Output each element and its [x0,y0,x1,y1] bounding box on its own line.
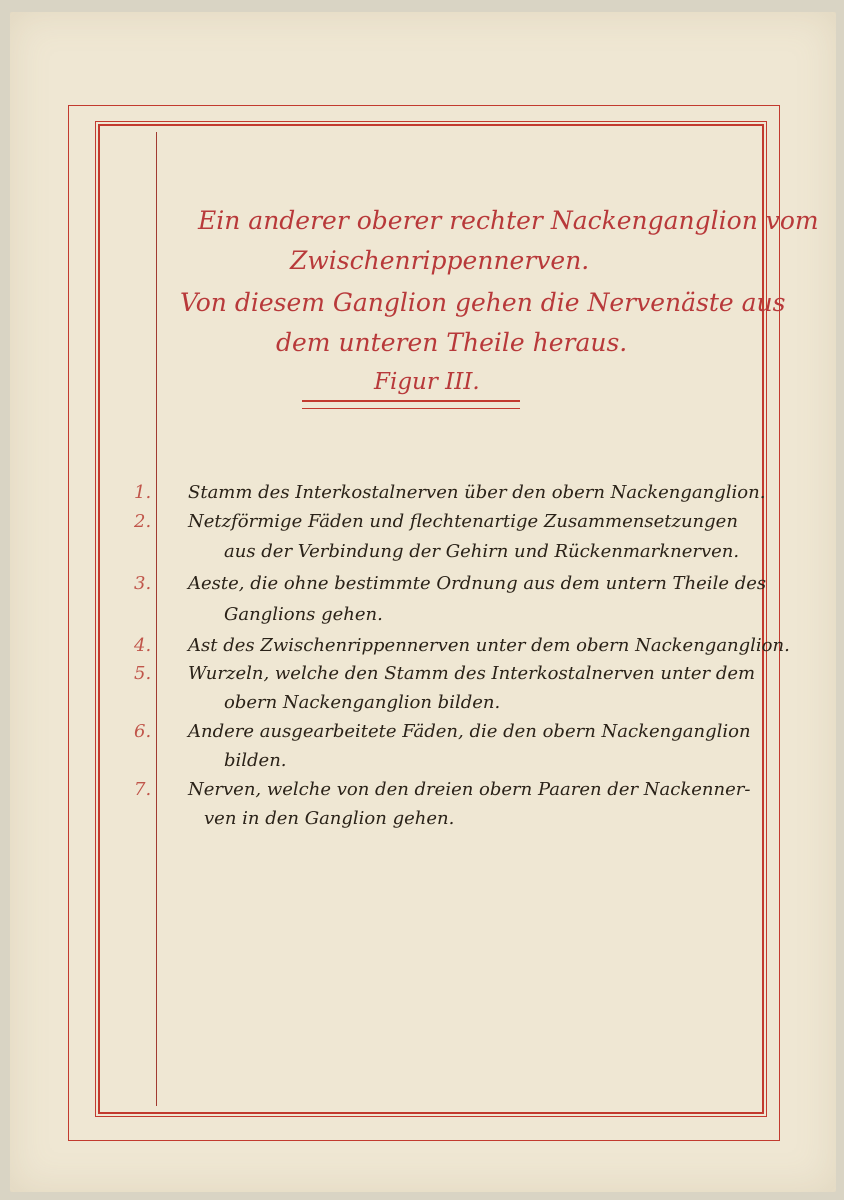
margin-rule [156,132,157,1106]
item-line: Wurzeln, welche den Stamm des Interkostalnerven unter dem [188,663,756,684]
item-line: ven in den Ganglion gehen. [204,808,455,829]
heading-line-1: Ein anderer oberer rechter Nackenganglion vom [198,206,819,235]
item-line: Aeste, die ohne bestimmte Ordnung aus dem untern Theile des [188,573,767,594]
heading-line-4: dem unteren Theile heraus. [276,328,628,357]
item-line: Stamm des Interkostalnerven über den obern Nackenganglion. [188,482,766,503]
item-line: Nerven, welche von den dreien obern Paaren der Nackenner- [188,779,751,800]
item-number: 7. [134,779,152,800]
item-number: 5. [134,663,152,684]
item-line: bilden. [224,750,287,771]
item-line: obern Nackenganglion bilden. [224,692,501,713]
heading-double-rule [302,400,520,409]
item-number: 4. [134,635,152,656]
item-line: Ganglions gehen. [224,604,383,625]
item-line: Ast des Zwischenrippennerven unter dem obern Nackenganglion. [188,635,790,656]
heading-line-3: Von diesem Ganglion gehen die Nervenäste aus [180,288,786,317]
manuscript-page [10,12,836,1192]
heading-line-2: Zwischenrippennerven. [290,246,590,275]
item-line: aus der Verbindung der Gehirn und Rückenmarknerven. [224,541,740,562]
item-number: 2. [134,511,152,532]
item-number: 1. [134,482,152,503]
item-line: Andere ausgearbeitete Fäden, die den obern Nackenganglion [188,721,751,742]
item-number: 3. [134,573,152,594]
item-line: Netzförmige Fäden und flechtenartige Zusammensetzungen [188,511,738,532]
figure-label: Figur III. [374,369,480,395]
item-number: 6. [134,721,152,742]
